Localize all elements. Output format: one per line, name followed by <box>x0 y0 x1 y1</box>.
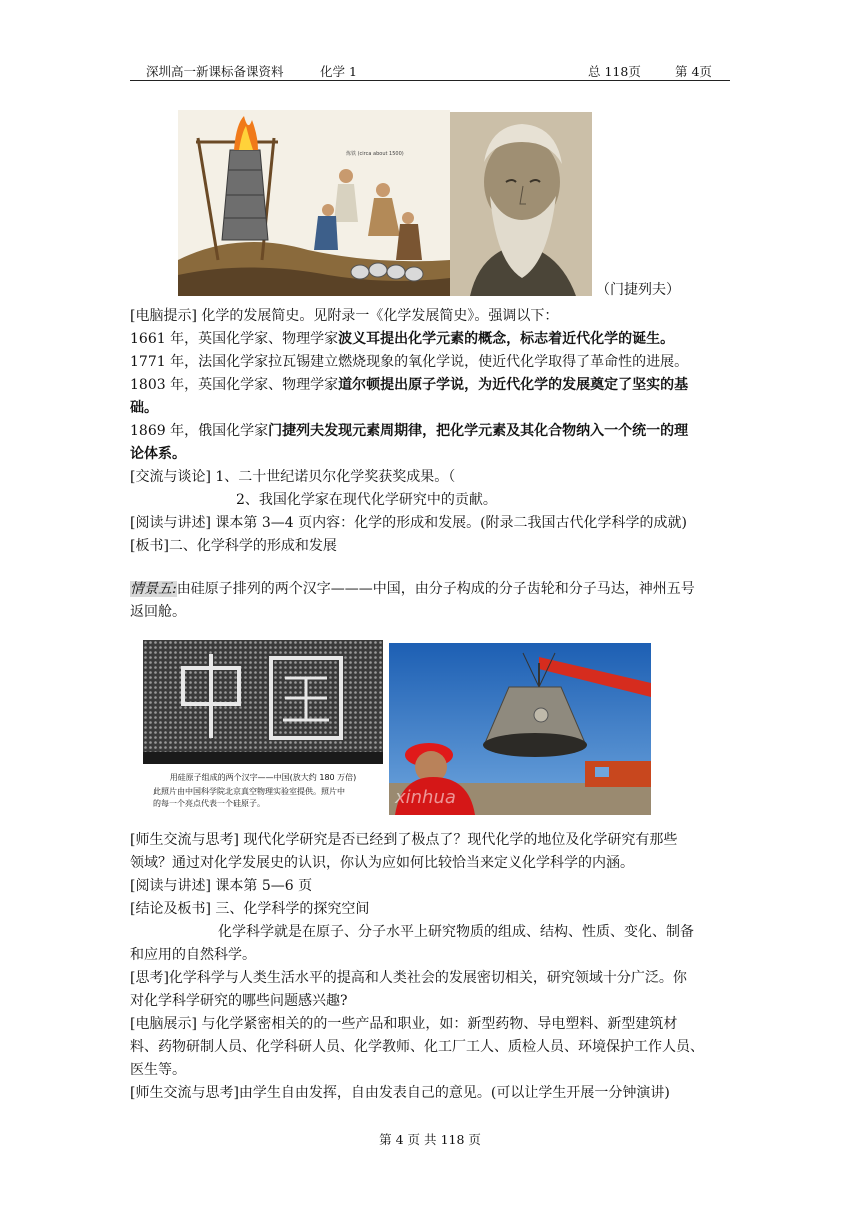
line-board-2: [板书]二、化学科学的形成和发展 <box>130 538 337 554</box>
line-1869-cont: 论体系。 <box>130 446 186 462</box>
scene-five-line-1: 情景五:由硅原子排列的两个汉字———中国，由分子构成的分子齿轮和分子马达，神州五号 <box>130 581 695 597</box>
line-reading-2: [阅读与讲述] 课本第 5—6 页 <box>130 878 313 894</box>
header-page-number: 第 4页 <box>675 64 712 79</box>
furnace-illustration <box>178 110 450 296</box>
mendeleev-portrait <box>450 112 592 296</box>
silicon-atoms-image <box>143 640 383 812</box>
line-computer-show-1: [电脑展示] 与化学紧密相关的的一些产品和职业，如：新型药物、导电塑料、新型建筑材 <box>130 1016 678 1032</box>
line-reading-1: [阅读与讲述] 课本第 3—4 页内容：化学的形成和发展。(附录二我国古代化学科学的成就) <box>130 515 688 531</box>
line-1869: 1869 年，俄国化学家门捷列夫发现元素周期律，把化学元素及其化合物纳入一个统一的理 <box>130 423 689 439</box>
line-thinking-2: 对化学科学研究的哪些问题感兴趣? <box>130 993 348 1009</box>
silicon-caption-2: 此照片由中国科学院北京真空物理实验室提供。照片中 <box>153 787 345 796</box>
line-thinking-1: [思考]化学科学与人类生活水平的提高和人类社会的发展密切相关，研究领域十分广泛。你 <box>130 970 687 986</box>
line-1661: 1661 年，英国化学家、物理学家波义耳提出化学元素的概念，标志着近代化学的诞生。 <box>130 331 675 347</box>
line-discussion-2: 2、我国化学家在现代化学研究中的贡献。 <box>236 492 497 508</box>
scene-five-label: 情景五: <box>130 581 177 597</box>
capsule-watermark: xinhua <box>395 787 456 808</box>
line-teacher-student-2: 领域？通过对化学发展史的认识，你认为应如何比较恰当来定义化学科学的内涵。 <box>130 855 634 871</box>
page-footer: 第 4 页 共 118 页 <box>379 1132 481 1147</box>
header-rule <box>130 80 730 81</box>
silicon-caption-3: 的每一个亮点代表一个硅原子。 <box>153 799 265 808</box>
line-teacher-student-1: [师生交流与思考] 现代化学研究是否已经到了极点了？现代化学的地位及化学研究有那些 <box>130 832 678 848</box>
line-1803-cont: 础。 <box>130 400 158 416</box>
line-discussion-1: [交流与谈论] 1、二十世纪诺贝尔化学奖获奖成果。（ <box>130 469 456 485</box>
scene-five-line-2: 返回舱。 <box>130 604 186 620</box>
header-subject: 化学 1 <box>320 64 357 79</box>
line-computer-show-3: 医生等。 <box>130 1062 186 1078</box>
header-total-pages: 总 118页 <box>588 64 641 79</box>
line-definition-1: 化学科学就是在原子、分子水平上研究物质的组成、结构、性质、变化、制备 <box>218 924 694 940</box>
line-conclusion: [结论及板书] 三、化学科学的探究空间 <box>130 901 370 917</box>
line-computer-tip: [电脑提示] 化学的发展简史。见附录一《化学发展简史》。强调以下： <box>130 308 559 324</box>
shenzhou-capsule-photo <box>389 643 651 815</box>
page-header <box>130 62 730 80</box>
line-teacher-student-3: [师生交流与思考]由学生自由发挥，自由发表自己的意见。(可以让学生开展一分钟演讲) <box>130 1085 670 1101</box>
header-school: 深圳高一新课标备课资料 <box>146 64 284 79</box>
silicon-caption-1: 用硅原子组成的两个汉字——中国(放大约 180 万倍) <box>169 773 357 782</box>
portrait-caption: （门捷列夫） <box>596 282 680 298</box>
line-computer-show-2: 料、药物研制人员、化学科研人员、化学教师、化工厂工人、质检人员、环境保护工作人员、 <box>130 1039 704 1055</box>
furnace-small-label: 炼铁 (circa about 1500) <box>346 151 404 157</box>
line-1771: 1771 年，法国化学家拉瓦锡建立燃烧现象的氧化学说，使近代化学取得了革命性的进展。 <box>130 354 689 370</box>
line-definition-2: 和应用的自然科学。 <box>130 947 256 963</box>
line-1803: 1803 年，英国化学家、物理学家道尔顿提出原子学说，为近代化学的发展奠定了坚实的基 <box>130 377 689 393</box>
